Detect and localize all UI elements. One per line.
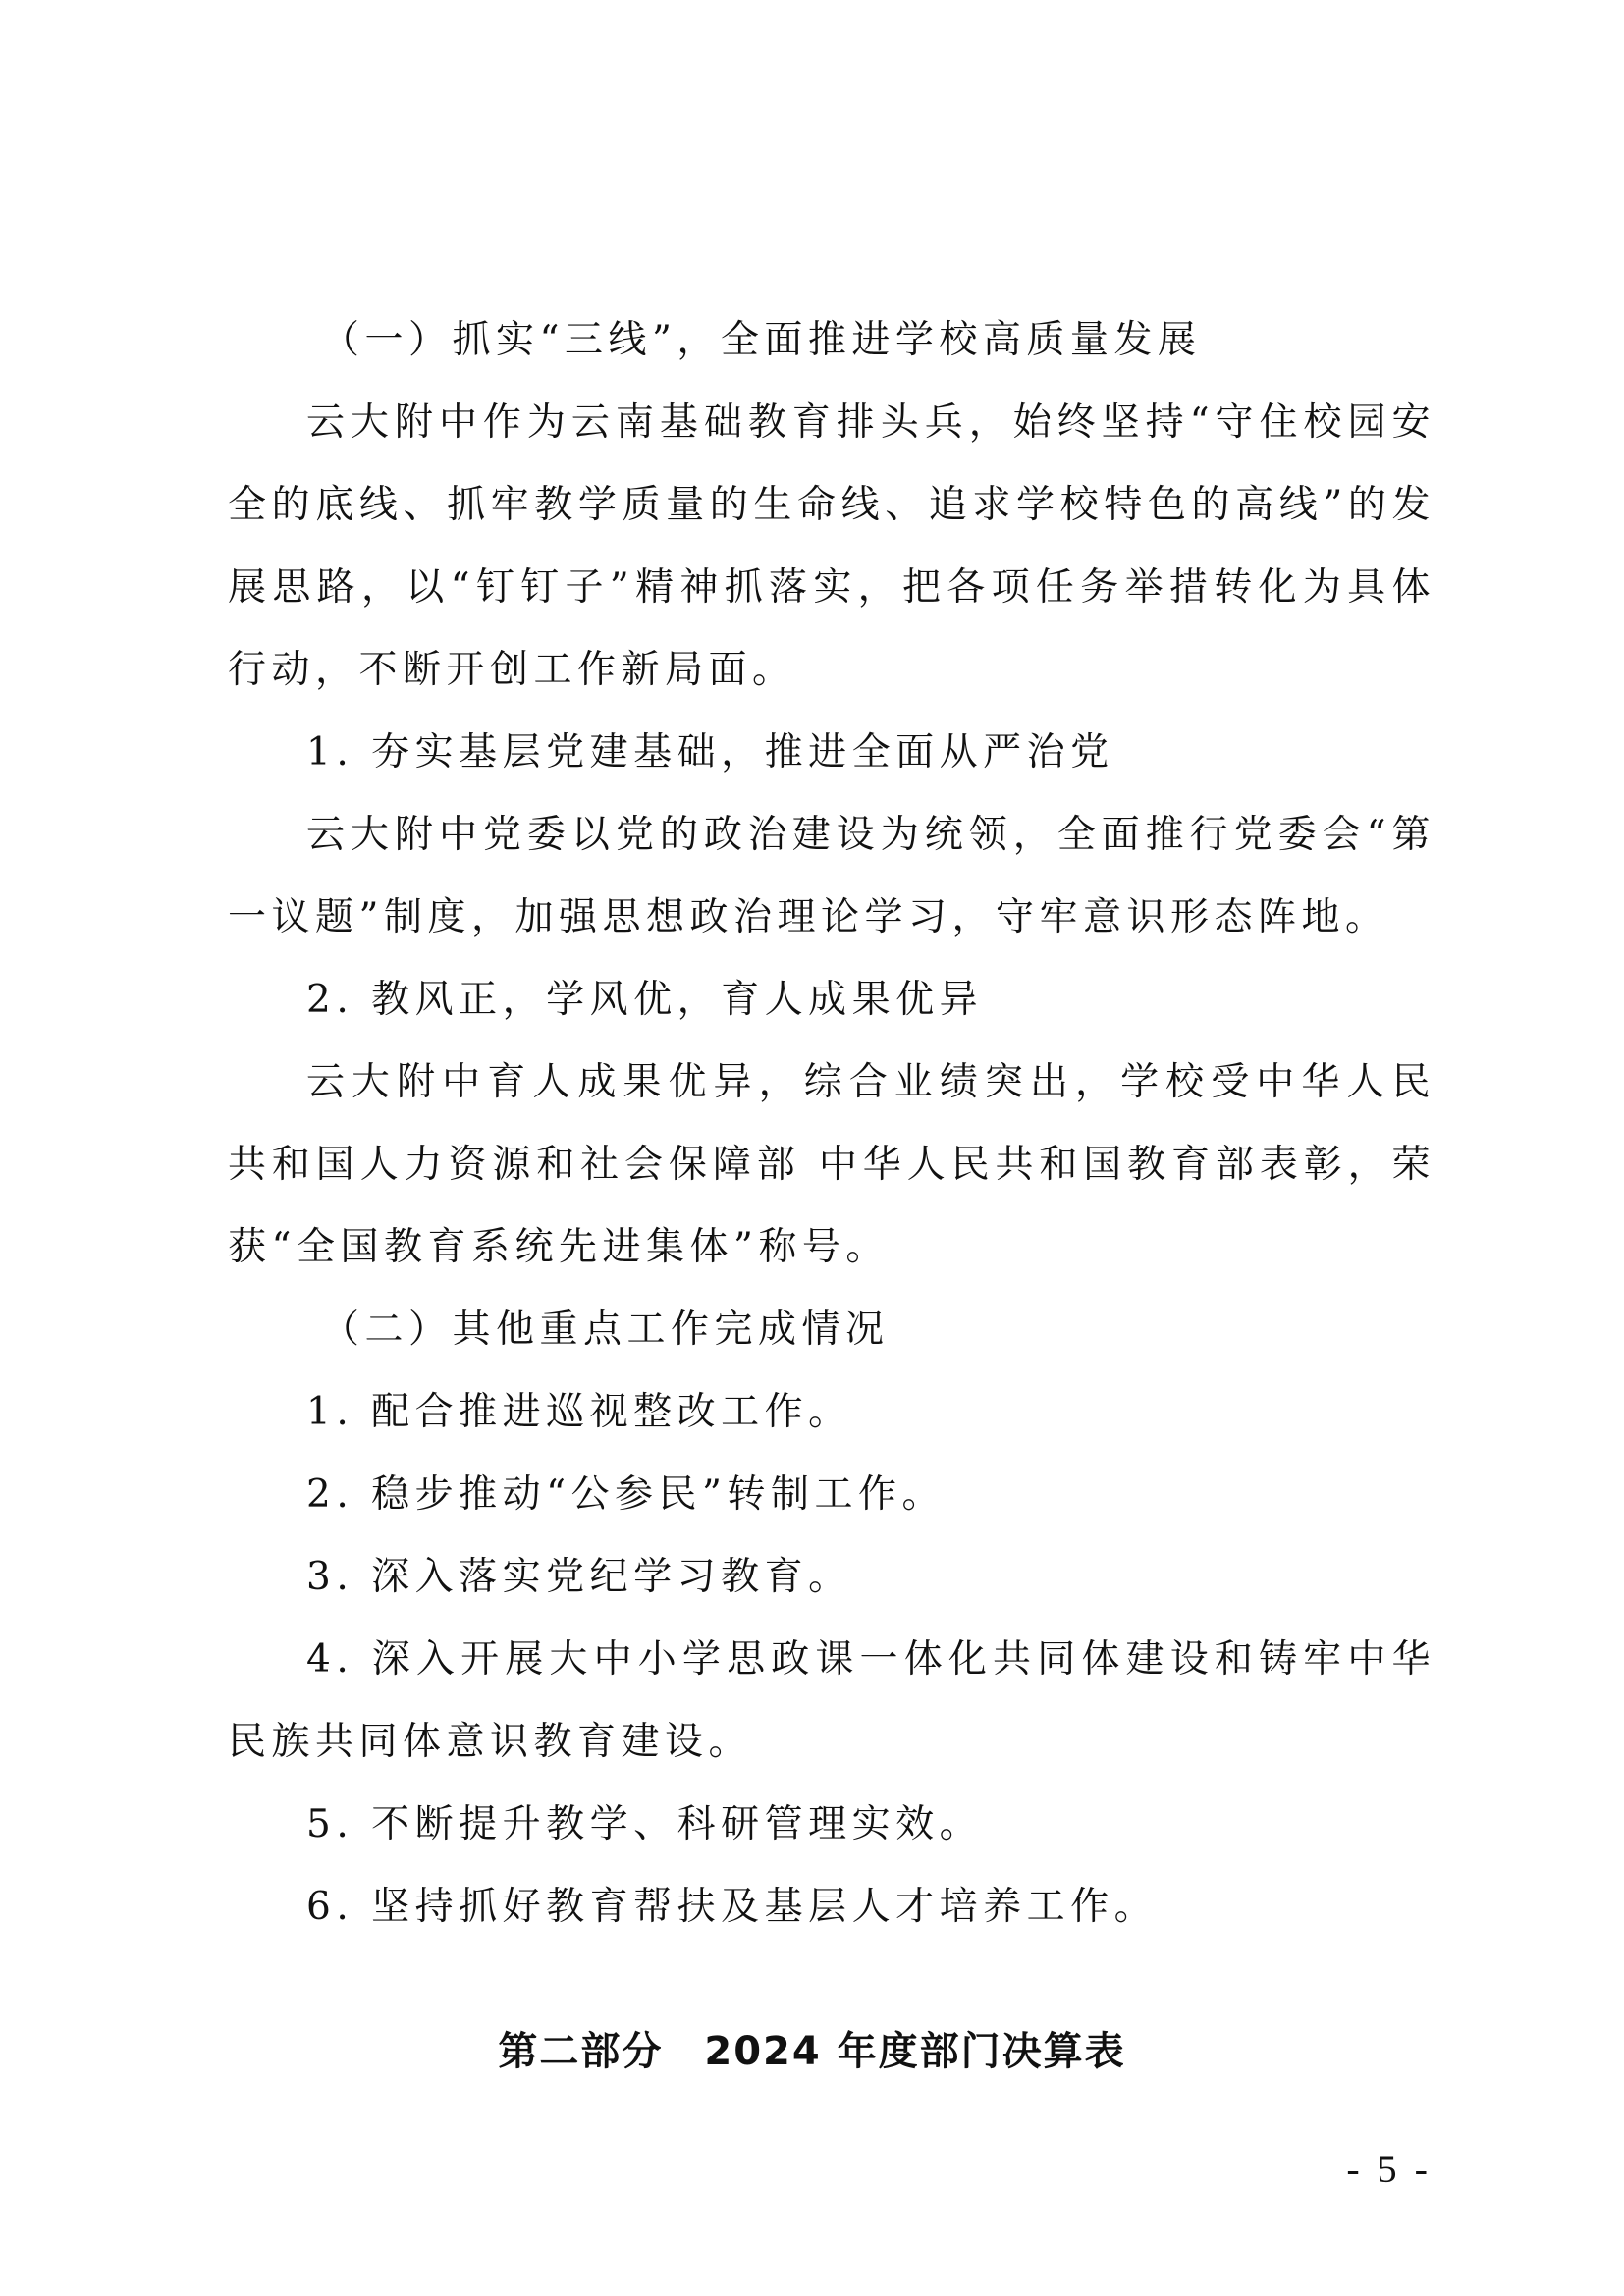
part-two-title: 第二部分 2024 年度部门决算表 bbox=[498, 2029, 1126, 2074]
section-two-item-6: 6. 坚持抓好教育帮扶及基层人才培养工作。 bbox=[306, 1885, 1159, 1929]
section-two-item-1: 1. 配合推进巡视整改工作。 bbox=[306, 1390, 852, 1434]
item-2-title: 2. 教风正，学风优，育人成果优异 bbox=[306, 978, 984, 1022]
section-two-heading: （二）其他重点工作完成情况 bbox=[321, 1308, 890, 1352]
item-1-title: 1. 夯实基层党建基础，推进全面从严治党 bbox=[306, 730, 1114, 774]
section-two-item-5: 5. 不断提升教学、科研管理实效。 bbox=[306, 1802, 984, 1846]
section-one-heading: （一）抓实“三线”，全面推进学校高质量发展 bbox=[321, 318, 1202, 362]
item-1-body: 云大附中党委以党的政治建设为统领，全面推行党委会“第一议题”制度，加强思想政治理论学习，守牢意识形态阵地。 bbox=[228, 813, 1435, 939]
document-body bbox=[228, 299, 1435, 1949]
item-2-body: 云大附中育人成果优异，综合业绩突出，学校受中华人民共和国人力资源和社会保障部 中华人民共和国教育部表彰，荣获“全国教育系统先进集体”称号。 bbox=[228, 1060, 1435, 1269]
section-two-item-4: 4. 深入开展大中小学思政课一体化共同体建设和铸牢中华民族共同体意识教育建设。 bbox=[228, 1637, 1435, 1764]
page-number: - 5 - bbox=[1346, 2147, 1432, 2191]
section-two-item-3: 3. 深入落实党纪学习教育。 bbox=[306, 1555, 852, 1599]
section-one-intro: 云大附中作为云南基础教育排头兵，始终坚持“守住校园安全的底线、抓牢教学质量的生命线、追求学校特色的高线”的发展思路，以“钉钉子”精神抓落实，把各项任务举措转化为具体行动，不断开创工作新局面。 bbox=[228, 400, 1435, 692]
section-two-item-2: 2. 稳步推动“公参民”转制工作。 bbox=[306, 1472, 946, 1517]
